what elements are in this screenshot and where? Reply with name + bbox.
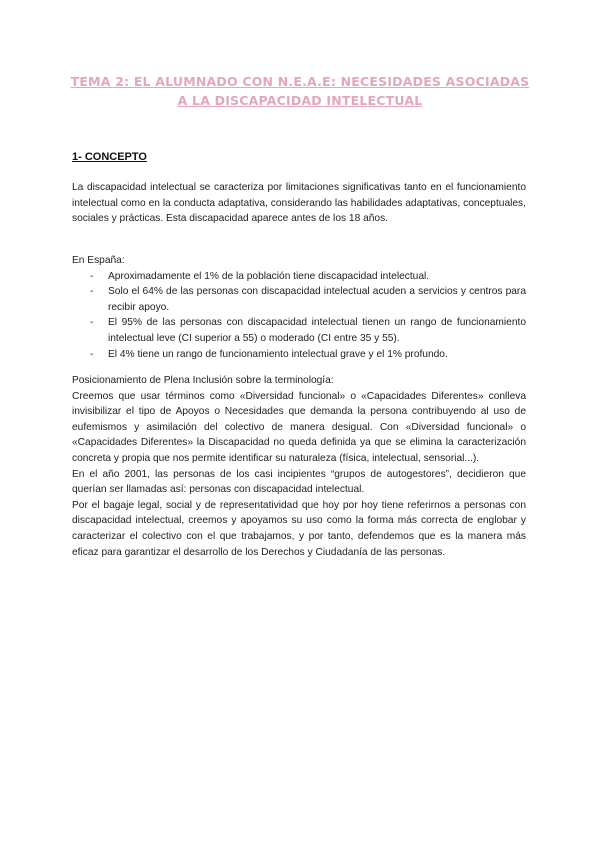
bullet-dash: - <box>90 270 94 282</box>
spain-section <box>72 253 526 362</box>
bullet-dash: - <box>90 348 94 360</box>
bullet-text: El 4% tiene un rango de funcionamiento intelectual grave y el 1% profundo. <box>108 348 448 360</box>
spain-bullet-list <box>72 269 526 363</box>
terminology-paragraph: Por el bagaje legal, social y de representatividad que hoy por hoy tiene referirnos a personas con discapacidad intelectual, creemos y apoyamos su uso como la forma más correcta de englobar y caracterizar el colectivo con el que trabajamos, y por tanto, defendemos que es la manera más eficaz para garantizar el desarrollo de los Derechos y Ciudadanía de las personas. <box>72 499 526 558</box>
intro-paragraph: La discapacidad intelectual se caracteriza por limitaciones significativas tanto en el funcionamiento intelectual como en la conducta adaptativa, considerando las habilidades adaptativas, conceptuales, sociales y prácticas. Esta discapacidad aparece antes de los 18 años. <box>72 182 526 225</box>
spain-label: En España: <box>72 255 125 266</box>
list-item <box>72 269 526 285</box>
bullet-text: Solo el 64% de las personas con discapacidad intelectual acuden a servicios y centros para recibir apoyo. <box>108 286 526 313</box>
section-heading: 1- CONCEPTO <box>72 151 147 163</box>
list-item <box>72 315 526 346</box>
bullet-dash: - <box>90 286 94 298</box>
terminology-paragraph: En el año 2001, las personas de los casi incipientes “grupos de autogestores”, decidieron que querían ser llamadas así: personas con discapacidad intelectual. <box>72 468 526 496</box>
terminology-paragraph: Creemos que usar términos como «Diversidad funcional» o «Capacidades Diferentes» conlleva invisibilizar el tipo de Apoyos o Necesidades que demanda la persona contribuyendo al uso de eufemismos y asimilación del colectivo de manera desigual. Con «Diversidad funcional» o «Capacidades Diferentes» la Discapacidad no queda definida ya que se elimina la caracterización concreta y propia que nos permite identificar su naturaleza (física, intelectual, sensorial...). <box>72 390 526 464</box>
document-title: TEMA 2: EL ALUMNADO CON N.E.A.E: NECESIDADES ASOCIADAS A LA DISCAPACIDAD INTELECTUAL <box>70 74 530 108</box>
terminology-label: Posicionamiento de Plena Inclusión sobre la terminología: <box>72 375 334 386</box>
list-item <box>72 347 526 363</box>
bullet-text: El 95% de las personas con discapacidad intelectual tienen un rango de funcionamiento intelectual leve (CI superior a 55) o moderado (CI entre 35 y 55). <box>108 317 526 344</box>
bullet-text: Aproximadamente el 1% de la población tiene discapacidad intelectual. <box>108 270 430 282</box>
bullet-dash: - <box>90 317 94 329</box>
list-item <box>72 284 526 315</box>
terminology-section <box>72 373 526 560</box>
